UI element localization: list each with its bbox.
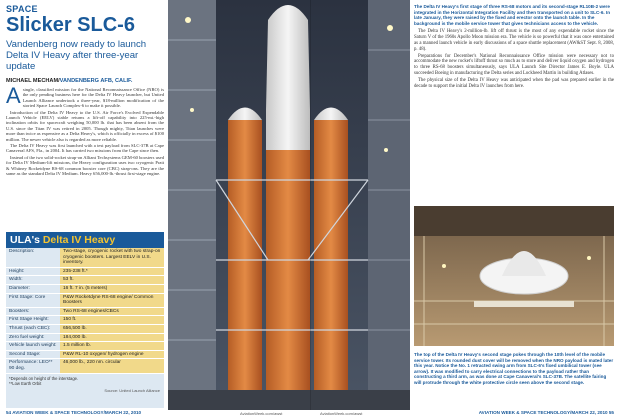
byline — [6, 78, 164, 84]
spec-row — [6, 248, 164, 268]
spec-key: Zero fuel weight: — [9, 334, 45, 340]
rocket-illustration — [168, 0, 410, 410]
spec-value: 53 ft. — [60, 276, 164, 284]
left-paragraph: single, classified mission for the National Reconnaissance Office (NRO) is the only pending business here for the Delta IV Heavy launcher, but United Launch Alliance undertook a three-year, $18-million modification of the storied Space Launch Complex-6 to make it possible. — [22, 87, 164, 109]
folio-left: 54 AVIATION WEEK & SPACE TECHNOLOGY/MARCH 22, 2010 — [6, 410, 142, 415]
spec-value: 235-238 ft.* — [60, 268, 164, 276]
spec-key: Width: — [9, 277, 23, 283]
spec-row — [6, 276, 164, 285]
spec-key: Performance: LEO** 90 deg. — [9, 360, 53, 371]
spec-row — [6, 308, 164, 317]
sidebar-title-main: Delta IV Heavy — [42, 234, 116, 246]
sidebar-title — [6, 232, 164, 248]
sidebar-title-prefix: ULA's — [10, 234, 43, 246]
spec-row — [6, 285, 164, 294]
spec-key: Height: — [9, 268, 25, 274]
spec-value: Two-stage, cryogenic rocket with two strap-on cryogenic boosters. Largest EELV in U.S. inventory. — [60, 248, 164, 267]
spec-value: 16 ft. 7 in. (5 meters) — [60, 285, 164, 293]
spec-value: 1.5 million lb. — [60, 342, 164, 350]
spec-key: Vehicle launch weight: — [9, 343, 57, 349]
spec-value: 46,000 lb., 220 nm. circular — [60, 359, 164, 372]
photo-caption: The Delta IV Heavy's first stage of three RS-68 motors and its second-stage RL10B-2 were integrated in the Horizontal Integration Facility and then transported on a unit to SLC-6. In late January, they were raised by the fixed and erector onto the launch table. In the background is the mobile service tower that gives technicians access to the vehicle. — [414, 4, 611, 26]
left-paragraph: The Delta IV Heavy was first launched with a test payload from SLC-37B at Cape Canaveral AFS, Fla., in 2004. It has carried two missions from the Cape since then. — [6, 143, 164, 154]
page-gutter — [310, 0, 311, 410]
tower-interior-illustration — [414, 206, 614, 346]
right-paragraph: The physical size of the Delta IV Heavy was anticipated when the pad was prepared earlier in the decade to support the initial Delta IV launches from here. — [414, 77, 614, 89]
spec-row — [6, 316, 164, 325]
headline: Slicker SLC-6 — [6, 14, 135, 36]
url-left: AviationWeek.com/awst — [240, 411, 283, 416]
spec-row — [6, 325, 164, 334]
section-label: SPACE — [6, 4, 38, 14]
sidebar-footnotes — [6, 374, 164, 388]
bottom-photo-caption: The top of the Delta IV Heavy's second stage pokes through the 10th level of the mobile service tower. Its rounded dust cover will be removed when the NRO payload is mated later this year. Notice the No. 1 retracted swing arm from SLC-6's fixed umbilical tower (see arrow). It was modified to carry electrical connections to the payload rather than constructing a third arm, as was done at Cape Canaveral's SLC-37B. The satellite fairing will protrude through the white protective circle seen above the second stage. — [414, 352, 614, 385]
sidebar-source: Source: United Launch Alliance — [104, 387, 160, 393]
article-right-column — [414, 4, 614, 90]
spec-key: Boosters: — [9, 308, 30, 314]
spec-value: 656,500 lb. — [60, 325, 164, 333]
folio-right: AVIATION WEEK & SPACE TECHNOLOGY/MARCH 22, 2010 55 — [478, 410, 614, 415]
byline-name: MICHAEL MECHAM/ — [6, 78, 60, 84]
spec-value: P&W Rocketdyne RS-68 engine/ Common Boosters — [60, 294, 164, 307]
spec-key: Description: — [9, 249, 35, 254]
spec-row — [6, 351, 164, 360]
dropcap: A — [6, 83, 21, 108]
byline-location: VANDENBERG AFB, CALIF. — [59, 78, 133, 84]
footnote: **Low Earth Orbit — [9, 380, 42, 386]
spec-row — [6, 342, 164, 351]
spec-value: 150 ft. — [60, 316, 164, 324]
second-stage-photo — [414, 206, 614, 346]
spec-value: P&W RL-10 oxygen/ hydrogen engine — [60, 351, 164, 359]
left-paragraph: Introduction of the Delta IV Heavy to the U.S. Air Force's Evolved Expendable Launch Vehicle (EELV) stable returns a lift-off capability into 225-mi.-high inclination orbits for spacecraft weighing 50,000 lb. that has been absent from the U.S. since the Titan IV was retired in 2005. Though mighty, Titan launches were more than twice as expensive as a Delta Heavy's, which is officially in excess of $100 million. The newer vehicle also is regarded as more reliable. — [6, 109, 164, 142]
rocket-photo — [168, 0, 410, 410]
spec-value: Two RS-68 engines/CBCs — [60, 308, 164, 316]
right-body-text — [414, 29, 614, 89]
spec-value: 184,000 lb. — [60, 334, 164, 342]
spec-row — [6, 294, 164, 308]
spec-key: First Stage Height: — [9, 317, 49, 323]
spec-key: Second Stage: — [9, 351, 41, 357]
spec-key: First Stage: Core — [9, 294, 46, 300]
right-paragraph: The Delta IV Heavy's 2-million-lb. lift off thrust is the most of any expendable rocket since the Saturn V of the 1960s Apollo Moon mission era. The vehicle is so powerful that it was once entertained as a manned launch vehicle in early discussions of a space shuttle replacement (AW&ST Sept. 8, 2008, p. 48). — [414, 29, 614, 52]
footnote: *Depends on height of the interstage. — [9, 375, 79, 381]
left-paragraph: Instead of the two solid-rocket strap-on Alliant Techsystems GEM-60 boosters used for Delta IV Medium-lift missions, the Heavy configuration uses two cryogenic Pratt & Whitney Rocketdyne RS-68 common booster core (CBC) strap-ons. They are the same as the standard Delta IV Medium. Heavy 656,000-lb.-thrust first-stage engine. — [6, 154, 164, 177]
spec-row — [6, 334, 164, 343]
spec-table — [6, 248, 164, 374]
deck: Vandenberg now ready to launch Delta IV Heavy after three-year update — [6, 39, 147, 72]
spec-sidebar — [6, 232, 164, 408]
right-paragraph: Preparations for December's National Reconnaissance Office mission were necessary not to accommodate the new rocket's liftoff thrust so much as to store and deliver liquid oxygen and hydrogen to three RS-68 boosters simultaneously, says ULA Launch Site Director James E. Boyle. ULA succeeded Boeing in manufacturing the Delta series and Lockheed Martin in building Atlases. — [414, 53, 614, 76]
spec-row — [6, 359, 164, 373]
spec-row — [6, 268, 164, 277]
spec-key: Diameter: — [9, 285, 30, 291]
url-right: AviationWeek.com/awst — [320, 411, 363, 416]
body-text — [6, 83, 164, 177]
spec-key: Thrust (each CBC): — [9, 325, 51, 331]
